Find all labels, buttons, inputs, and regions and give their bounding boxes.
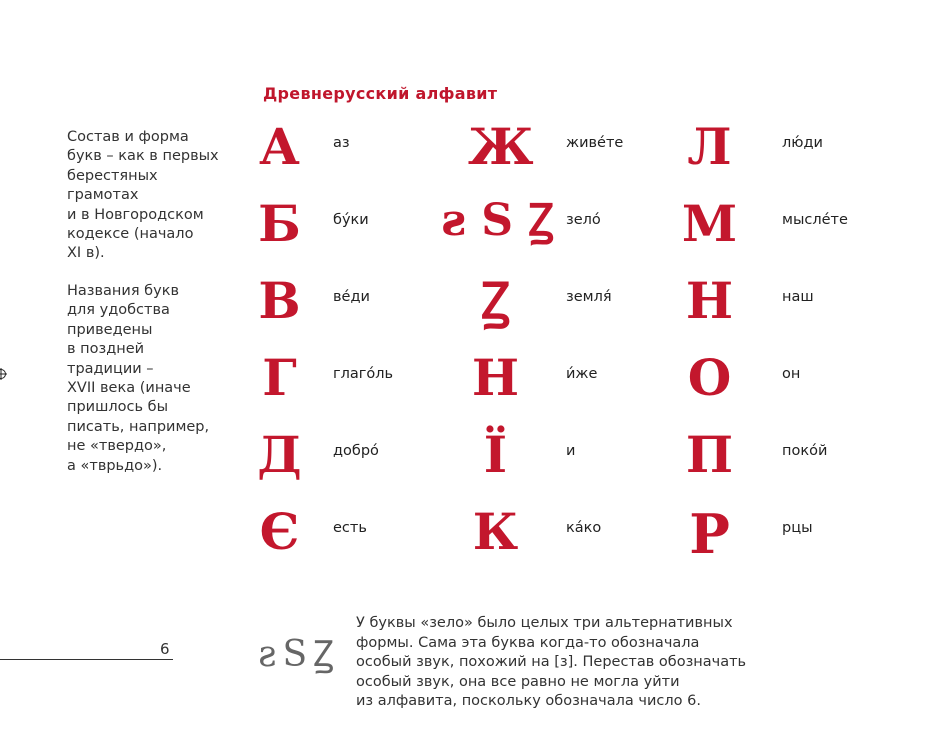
letter-name-vedi: ве́ди xyxy=(333,289,370,305)
letter-name-zemlya: земля́ xyxy=(566,289,612,305)
letter-zelo: ƨ S Ꙁ xyxy=(441,195,554,246)
letter-on: О xyxy=(687,348,732,407)
page-rule xyxy=(0,659,173,660)
letter-name-rtsy: рцы xyxy=(782,520,813,536)
letter-name-az: аз xyxy=(333,135,350,151)
letter-name-lyudi: лю́ди xyxy=(782,135,823,151)
crosshair-icon xyxy=(0,368,7,380)
side-note-names: Названия букв для удобства приведены в поздней традиции – XVII века (иначе пришлось бы писать, например, не «твердо», а «тврьдо»). xyxy=(67,283,210,474)
letter-i: Ї xyxy=(483,425,508,484)
letter-buki: Б xyxy=(258,194,301,253)
letter-name-i: и xyxy=(566,443,576,459)
letter-az: А xyxy=(259,117,300,176)
letter-name-nash: наш xyxy=(782,289,814,305)
letter-myslete: М xyxy=(681,194,738,253)
letter-name-pokoy: поко́й xyxy=(782,443,828,459)
letter-name-myslete: мысле́те xyxy=(782,212,848,228)
page-number: 6 xyxy=(160,640,170,658)
letter-zhivete: Ж xyxy=(468,117,534,176)
zelo-forms-illustration: ƨSꙀ xyxy=(258,634,340,675)
letter-glagol: Г xyxy=(262,348,297,407)
letter-dobro: Д xyxy=(257,425,302,484)
letter-lyudi: Л xyxy=(687,117,732,176)
letter-zemlya: Ꙁ xyxy=(481,271,510,330)
letter-name-zhivete: живе́те xyxy=(566,135,624,151)
letter-est: Є xyxy=(259,502,300,561)
letter-name-kako: ка́ко xyxy=(566,520,602,536)
letter-vedi: В xyxy=(258,271,301,330)
letter-name-dobro: добро́ xyxy=(333,443,379,459)
letter-izhe: Н xyxy=(471,348,520,407)
letter-name-izhe: и́же xyxy=(566,366,598,382)
letter-nash: Н xyxy=(685,271,734,330)
letter-pokoy: П xyxy=(685,425,734,484)
letter-name-on: он xyxy=(782,366,801,382)
page-title: Древнерусский алфавит xyxy=(263,84,498,103)
letter-name-est: есть xyxy=(333,520,367,536)
footnote-zelo: У буквы «зело» было целых три альтернативных формы. Сама эта буква когда-то обозначала особый звук, похожий на [з]. Перестав обозначать особый звук, она все равно не могла уйти из алфавита, поскольку обозначала число 6. xyxy=(356,615,747,710)
letter-name-buki: бу́ки xyxy=(333,212,369,228)
letter-name-glagol: глаго́ль xyxy=(333,366,394,382)
letter-name-zelo: зело́ xyxy=(566,212,601,228)
side-note-composition: Состав и форма букв – как в первых берестяных грамотах и в Новгородском кодексе (начало XI в). xyxy=(67,129,219,262)
letter-kako: К xyxy=(472,502,519,561)
letter-rtsy: Р xyxy=(689,502,730,566)
